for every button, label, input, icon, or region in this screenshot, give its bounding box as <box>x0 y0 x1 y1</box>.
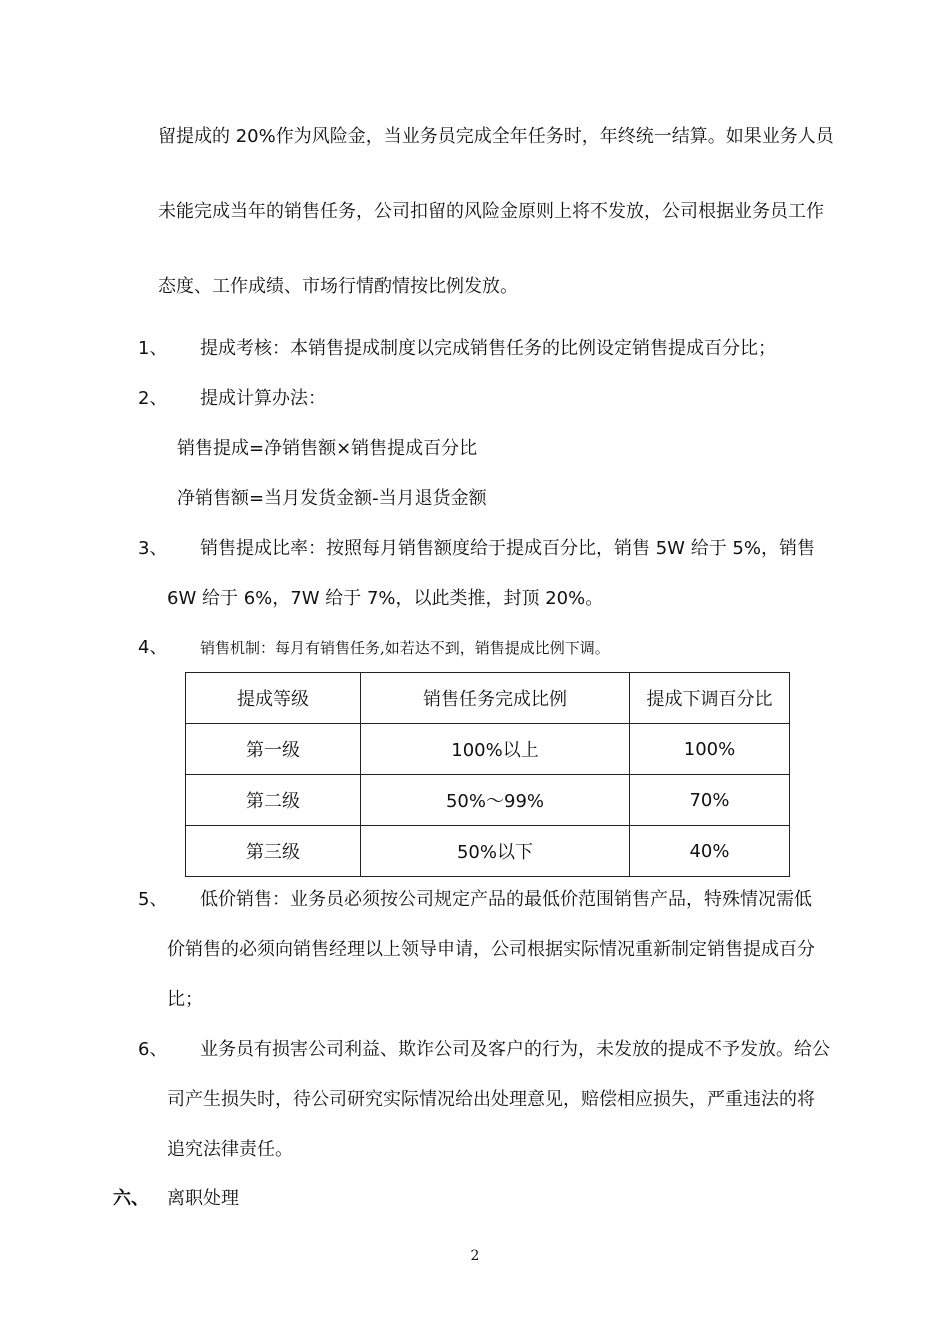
item-5-number: 5、 <box>138 889 168 910</box>
item-3-line-1: 销售提成比率：按照每月销售额度给于提成百分比，销售 5W 给于 5%，销售 <box>200 538 815 559</box>
commission-grade-table <box>185 672 790 877</box>
item-2-text: 提成计算办法： <box>200 388 326 409</box>
item-5-line-2: 价销售的必须向销售经理以上领导申请，公司根据实际情况重新制定销售提成百分 <box>167 939 815 960</box>
section-title: 离职处理 <box>167 1188 239 1209</box>
item-3-line-2: 6W 给于 6%，7W 给于 7%，以此类推，封顶 20%。 <box>167 588 604 609</box>
table-cell: 50%～99% <box>361 775 630 826</box>
table-row <box>186 724 790 775</box>
item-3-number: 3、 <box>138 538 168 559</box>
formula-net-sales: 净销售额=当月发货金额-当月退货金额 <box>177 488 487 509</box>
table-header-row <box>186 673 790 724</box>
item-6-line-3: 追究法律责任。 <box>167 1139 293 1160</box>
intro-line-2: 未能完成当年的销售任务，公司扣留的风险金原则上将不发放，公司根据业务员工作 <box>158 201 824 222</box>
item-1-number: 1、 <box>138 338 168 359</box>
table-cell: 第二级 <box>186 775 361 826</box>
intro-line-1: 留提成的 20%作为风险金，当业务员完成全年任务时，年终统一结算。如果业务人员 <box>158 126 834 147</box>
item-5-line-3: 比； <box>167 989 203 1010</box>
table-row <box>186 826 790 877</box>
item-4-number: 4、 <box>138 637 168 658</box>
section-number: 六、 <box>113 1188 149 1209</box>
item-6-line-2: 司产生损失时，待公司研究实际情况给出处理意见，赔偿相应损失，严重违法的将 <box>167 1089 815 1110</box>
table-header-cell: 销售任务完成比例 <box>361 673 630 724</box>
table-cell: 40% <box>630 826 790 877</box>
page-number: 2 <box>470 1248 480 1264</box>
table-cell: 第一级 <box>186 724 361 775</box>
table-cell: 100%以上 <box>361 724 630 775</box>
table-cell: 70% <box>630 775 790 826</box>
item-6-number: 6、 <box>138 1039 168 1060</box>
item-5-line-1: 低价销售：业务员必须按公司规定产品的最低价范围销售产品，特殊情况需低 <box>200 889 812 910</box>
table-cell: 100% <box>630 724 790 775</box>
formula-commission: 销售提成=净销售额×销售提成百分比 <box>177 438 478 459</box>
item-2-number: 2、 <box>138 388 168 409</box>
table-cell: 50%以下 <box>361 826 630 877</box>
item-6-line-1: 业务员有损害公司利益、欺诈公司及客户的行为，未发放的提成不予发放。给公 <box>200 1039 830 1060</box>
intro-line-3: 态度、工作成绩、市场行情酌情按比例发放。 <box>158 276 518 297</box>
table-header-cell: 提成等级 <box>186 673 361 724</box>
item-1-text: 提成考核：本销售提成制度以完成销售任务的比例设定销售提成百分比； <box>200 338 776 359</box>
table-cell: 第三级 <box>186 826 361 877</box>
table-row <box>186 775 790 826</box>
table-header-cell: 提成下调百分比 <box>630 673 790 724</box>
item-4-text: 销售机制：每月有销售任务,如若达不到，销售提成比例下调。 <box>200 639 610 657</box>
